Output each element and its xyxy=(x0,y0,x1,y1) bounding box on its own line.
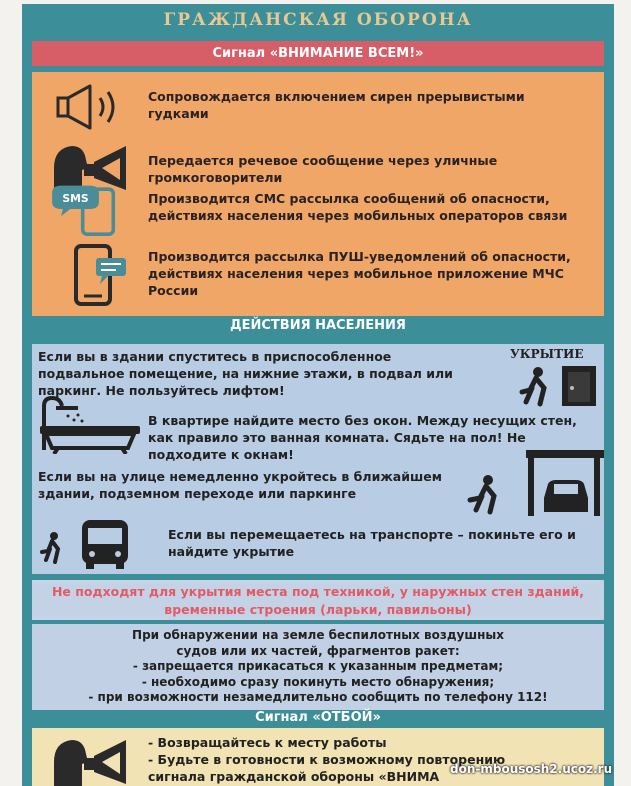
alert-item-text: Производится СМС рассылка сообщений об опасности, действиях населения через мобильных операторов связи xyxy=(148,191,568,223)
loudspeaker-sound-icon xyxy=(44,80,134,134)
street-instruction: Если вы на улице немедленно укройтесь в ближайшем здании, подземном переходе или паркинге xyxy=(38,469,442,501)
drone-line: судов или их частей, фрагментов ракет: xyxy=(176,643,460,658)
alert-item xyxy=(32,182,604,242)
drone-debris-panel xyxy=(32,624,604,710)
drone-line: При обнаружении на земле беспилотных воздушных xyxy=(132,628,504,642)
allclear-line: сигнала гражданской обороны «ВНИМА xyxy=(148,769,440,784)
drone-line: - необходимо сразу покинуть место обнаружения; xyxy=(141,674,495,689)
building-instruction: Если вы в здании спуститесь в приспособленное подвальное помещение, на нижние этажи, в подвал или паркинг. Не пользуйтесь лифтом! xyxy=(38,349,453,398)
alert-item-text: Производится рассылка ПУШ-уведомлений об опасности, действиях населения через мобильное приложение МЧС России xyxy=(148,249,571,298)
alert-item xyxy=(32,80,604,136)
allclear-line: - Будьте в готовности к возможному повторению xyxy=(148,752,506,767)
shelter-warning-panel xyxy=(32,580,604,620)
civil-defense-poster xyxy=(22,4,614,786)
bathtub-icon xyxy=(38,394,142,454)
shelter-label: УКРЫТИЕ xyxy=(510,347,584,361)
megaphone-person-icon xyxy=(44,732,134,786)
alert-methods-panel xyxy=(32,72,604,316)
allclear-line: - Возвращайтесь к месту работы xyxy=(148,735,387,750)
push-notification-icon xyxy=(44,244,134,308)
drone-line: - при возможности незамедлительно сообщить по телефону 112! xyxy=(88,690,548,704)
alert-item-text: Сопровождается включением сирен прерывистыми гудками xyxy=(148,89,525,121)
allclear-text xyxy=(148,734,505,785)
sms-phone-icon xyxy=(44,182,134,236)
allclear-header: Сигнал «ОТБОЙ» xyxy=(255,710,381,725)
parking-garage-icon xyxy=(464,450,604,516)
shelter-exit-icon xyxy=(510,362,600,408)
transport-instruction: Если вы перемещаетесь на транспорте – покиньте его и найдите укрытие xyxy=(168,527,576,559)
actions-panel xyxy=(32,344,604,574)
drone-line: - запрещается прикасаться к указанным предметам; xyxy=(132,659,504,673)
svg-text:SMS: SMS xyxy=(62,191,89,205)
shelter-warning-text: Не подходят для укрытия места под техникой, у наружных стен зданий, временные строения (ларьки, павильоны) xyxy=(51,584,585,617)
signal-attention-header: Сигнал «ВНИМАНИЕ ВСЕМ!» xyxy=(32,41,604,66)
alert-item-text: Передается речевое сообщение через уличные громкоговорители xyxy=(148,153,498,185)
person-leaving-bus-icon xyxy=(38,516,138,570)
alert-item xyxy=(32,244,604,308)
actions-header: ДЕЙСТВИЯ НАСЕЛЕНИЯ xyxy=(230,318,406,333)
apartment-instruction: В квартире найдите место без окон. Между несущих стен, как правило это ванная комната. Сядьте на пол! Не подходите к окнам! xyxy=(148,413,577,462)
allclear-panel xyxy=(32,728,604,786)
site-watermark: don-mbousosh2.ucoz.ru xyxy=(450,762,613,776)
poster-title: ГРАЖДАНСКАЯ ОБОРОНА xyxy=(163,10,473,30)
